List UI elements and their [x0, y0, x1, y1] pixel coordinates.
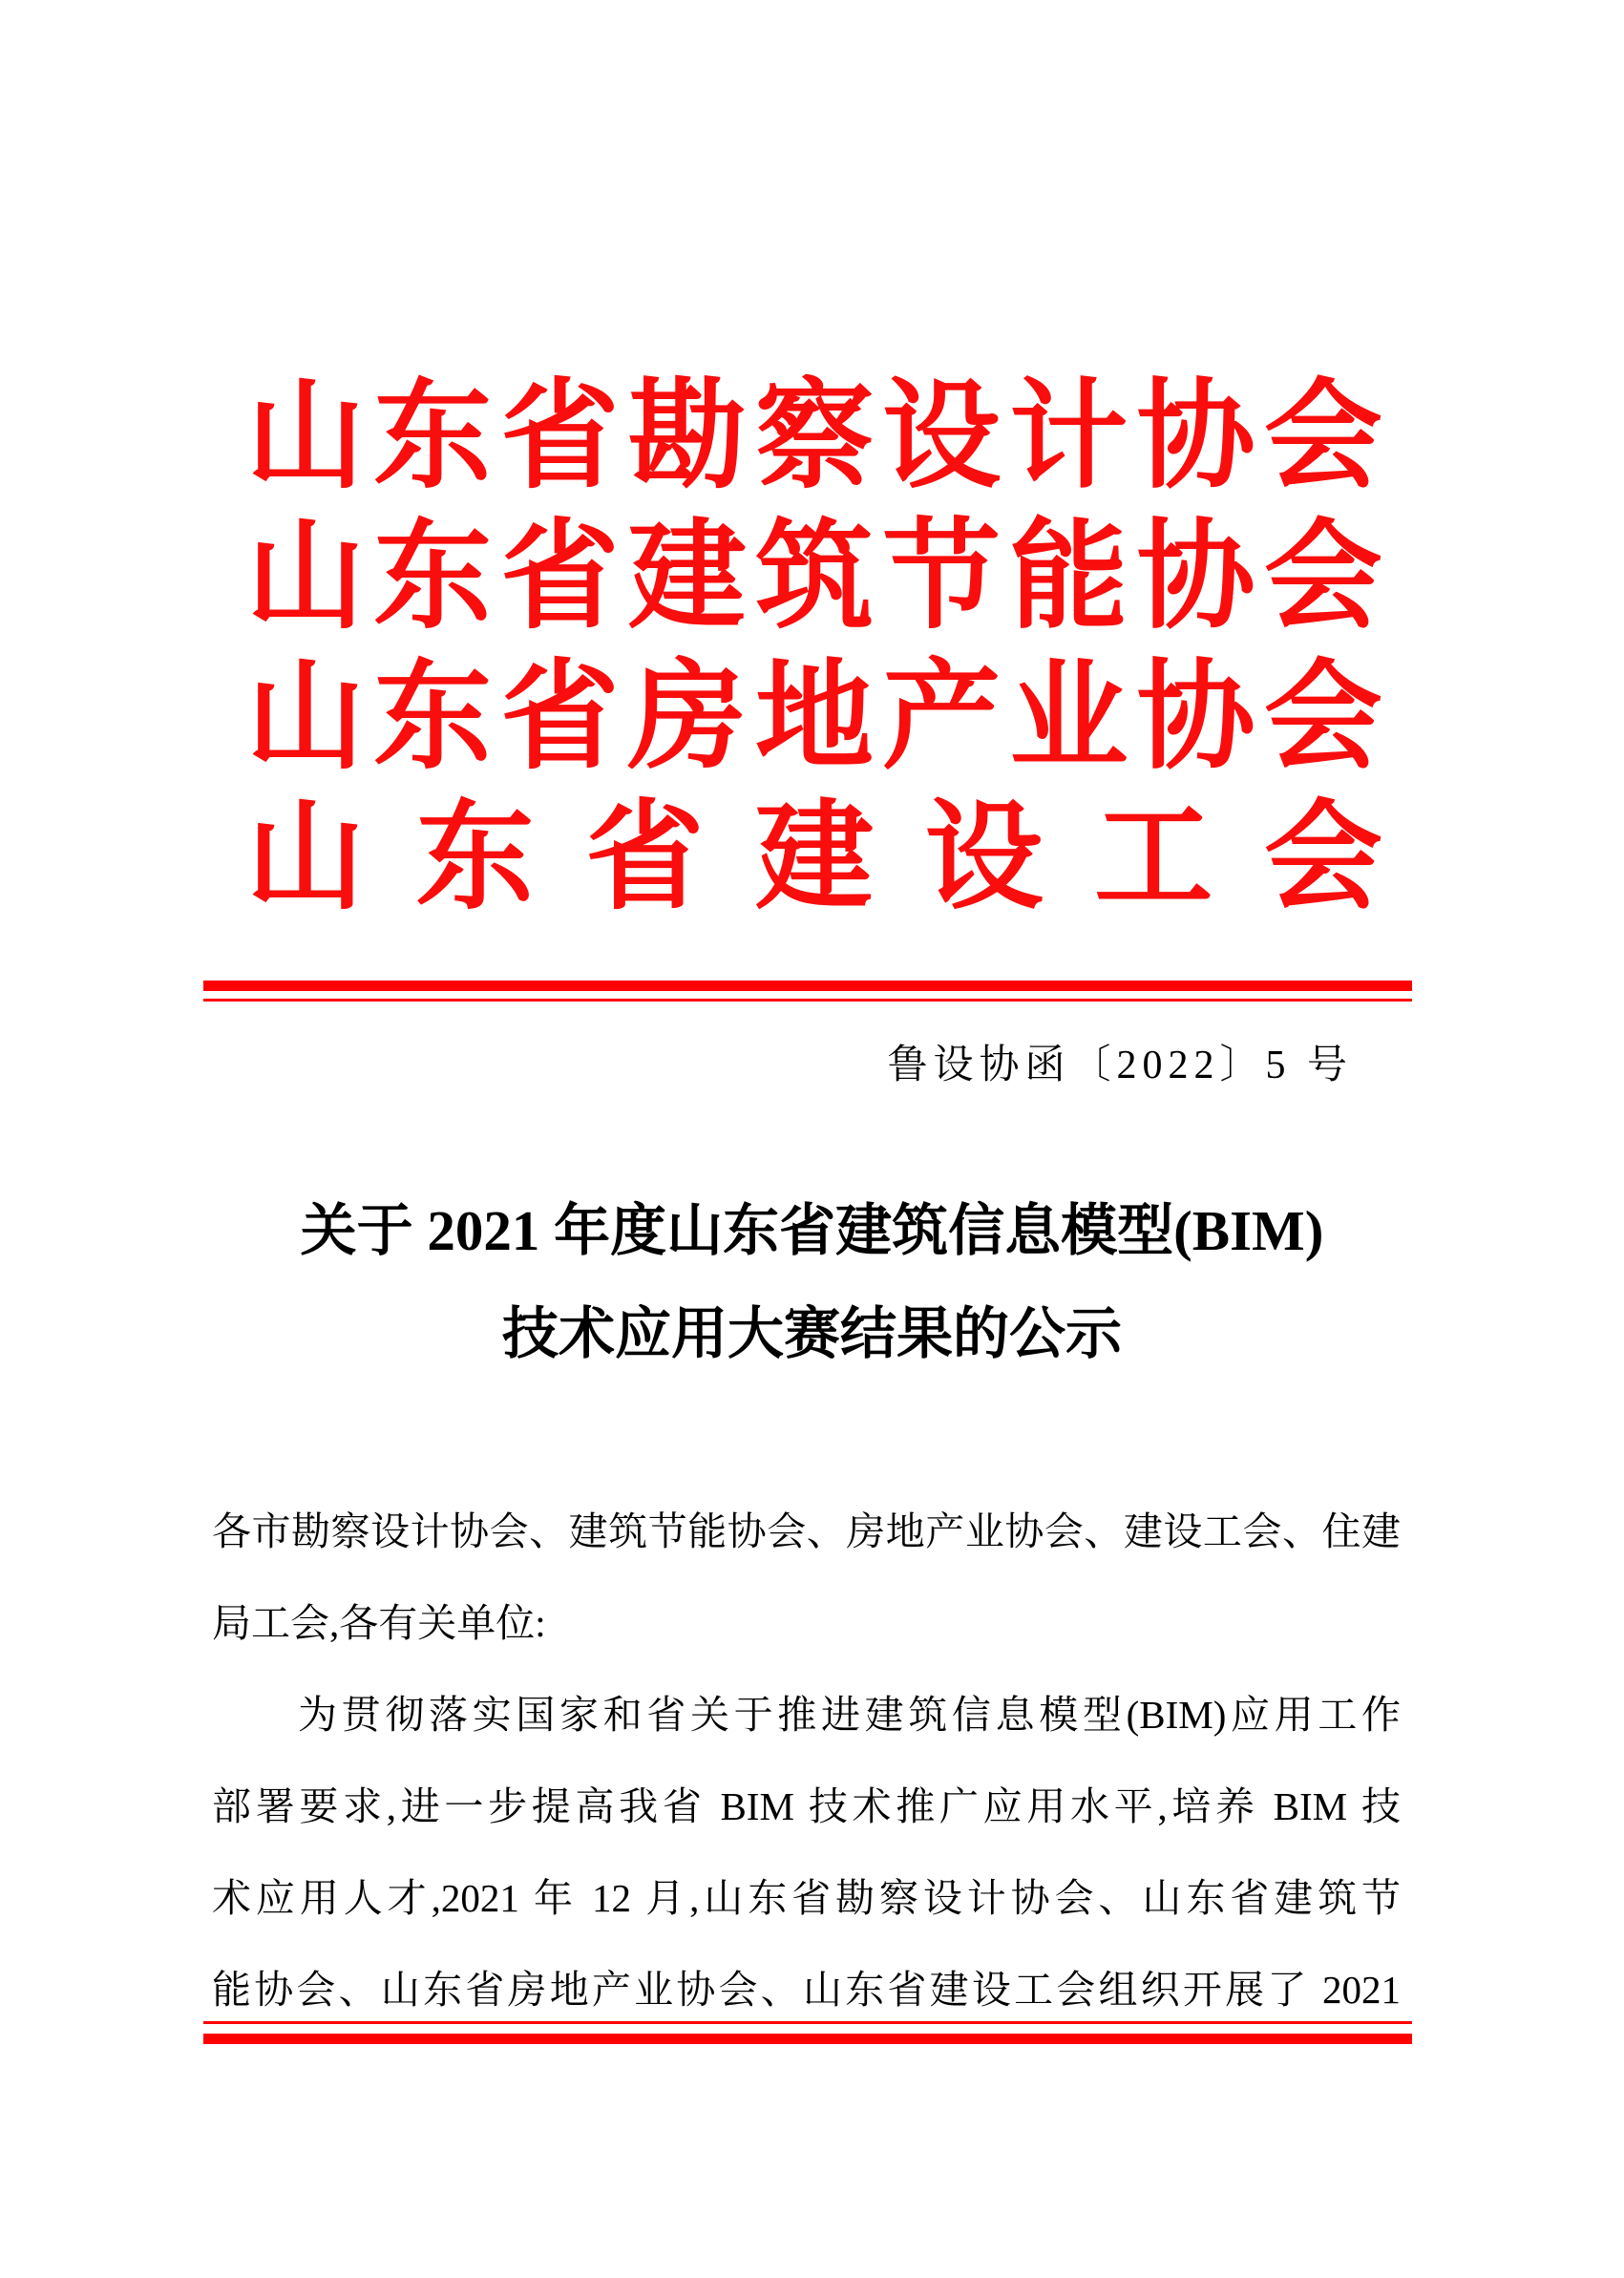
- body-line-salutation-2: 局工会,各有关单位:: [212, 1601, 546, 1645]
- org-name-char: 山: [246, 651, 366, 783]
- document-title-line-2: 技术应用大赛结果的公示: [501, 1302, 1122, 1365]
- org-name-char: 计: [1009, 370, 1128, 502]
- org-name-char: 协: [1136, 511, 1255, 643]
- org-name-char: 会: [1263, 370, 1382, 502]
- org-name-char: 房: [627, 651, 747, 783]
- body-line-paragraph-1: 为贯彻落实国家和省关于推进建筑信息模型(BIM)应用工作: [298, 1693, 1401, 1737]
- letterhead: [246, 367, 1382, 928]
- separator-thin-line: [203, 999, 1412, 1002]
- org-name-char: 省: [500, 511, 620, 643]
- separator-thick-line: [203, 2034, 1412, 2044]
- org-name-char: 东: [373, 651, 493, 783]
- org-name-char: 建: [754, 791, 874, 923]
- body-line-paragraph-3: 术应用人才,2021 年 12 月,山东省勘察设计协会、山东省建筑节: [212, 1876, 1401, 1920]
- org-name-char: 会: [1263, 511, 1382, 643]
- org-name-char: 东: [373, 511, 493, 643]
- org-name-line-1: [246, 367, 1382, 507]
- org-name-char: 业: [1009, 651, 1128, 783]
- body-line-paragraph-4: 能协会、山东省房地产业协会、山东省建设工会组织开展了 2021: [212, 1968, 1401, 2012]
- org-name-char: 设: [924, 791, 1044, 923]
- org-name-char: 协: [1136, 370, 1255, 502]
- org-name-char: 产: [882, 651, 1002, 783]
- org-name-char: 省: [500, 370, 620, 502]
- org-name-char: 能: [1009, 511, 1128, 643]
- org-name-char: 会: [1263, 791, 1382, 923]
- org-name-char: 山: [246, 791, 366, 923]
- org-name-line-2: [246, 507, 1382, 647]
- org-name-char: 建: [627, 511, 747, 643]
- separator-thick-line: [203, 981, 1412, 991]
- org-name-char: 省: [500, 651, 620, 783]
- org-name-char: 山: [246, 511, 366, 643]
- org-name-char: 山: [246, 370, 366, 502]
- separator-thin-line: [203, 2021, 1412, 2024]
- header-separator-rule: [203, 981, 1412, 1002]
- org-name-char: 勘: [627, 370, 747, 502]
- org-name-char: 筑: [754, 511, 874, 643]
- org-name-line-4: [246, 788, 1382, 928]
- org-name-line-3: [246, 647, 1382, 788]
- org-name-char: 东: [415, 791, 535, 923]
- org-name-char: 会: [1263, 651, 1382, 783]
- document-title-line-1: 关于 2021 年度山东省建筑信息模型(BIM): [300, 1199, 1324, 1262]
- org-name-char: 工: [1094, 791, 1213, 923]
- org-name-char: 设: [882, 370, 1002, 502]
- document-body: [212, 1486, 1401, 2035]
- org-name-char: 东: [373, 370, 493, 502]
- org-name-char: 节: [882, 511, 1002, 643]
- document-title: [0, 1201, 1624, 1363]
- footer-separator-rule: [203, 2021, 1412, 2044]
- org-name-char: 省: [585, 791, 705, 923]
- org-name-char: 察: [754, 370, 874, 502]
- org-name-char: 地: [754, 651, 874, 783]
- org-name-char: 协: [1136, 651, 1255, 783]
- body-line-salutation-1: 各市勘察设计协会、建筑节能协会、房地产业协会、建设工会、住建: [212, 1509, 1401, 1553]
- document-number: 鲁设协函〔2022〕5 号: [887, 1044, 1353, 1087]
- body-line-paragraph-2: 部署要求,进一步提高我省 BIM 技术推广应用水平,培养 BIM 技: [212, 1784, 1401, 1828]
